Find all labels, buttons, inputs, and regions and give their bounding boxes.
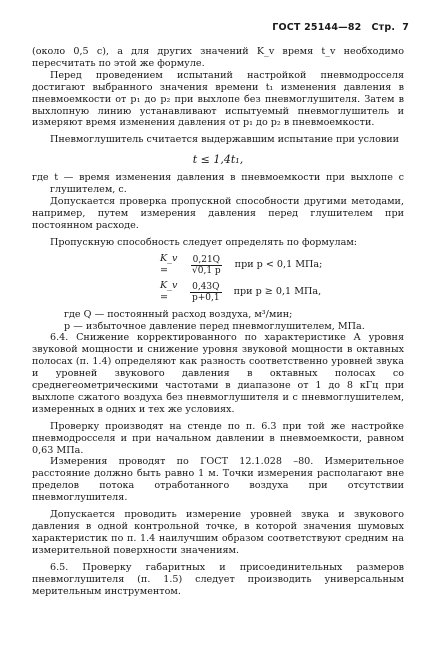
- legend-q: где Q — постоянный расход воздуха, м³/мин;: [64, 308, 293, 320]
- formula-fraction: [190, 255, 223, 276]
- formula-lhs: K_v =: [160, 253, 178, 277]
- formula-row-high-pressure: [160, 279, 404, 306]
- formula-row-low-pressure: [160, 252, 404, 279]
- paragraph-6-5: 6.5. Проверку габаритных и присоединительных размеров пневмоглушителя (п. 1.5) следует производить универсальным мерительным инструментом.: [32, 561, 404, 597]
- document-body: [32, 46, 404, 597]
- page-number: 7: [402, 22, 409, 33]
- paragraph-continuation: (около 0,5 с), а для других значений K_v время t_v необходимо пересчитать по этой же формуле.: [32, 46, 404, 69]
- paragraph-single-point: Допускается проводить измерение уровней звука и звукового давления в одной контрольной точке, в которой значения шумовых характеристик по п. 1.4 наилучшим образом соответствуют средним на измерительной поверхности значениям.: [32, 509, 404, 556]
- formula-numerator: 0,43Q: [192, 281, 220, 292]
- formula-denominator: √0,1 p: [192, 265, 221, 276]
- paragraph-6-4: 6.4. Снижение корректированного по характеристике А уровня звуковой мощности и снижение уровня звуковой мощности в октавных полосах (п. 1.4) определяют как разность соответственно уровней звука и уровней звукового давления в октавных полосах со среднегеометрическими частотами в диапазоне от 1 до 8 кГц при выхлопе сжатого воздуха без пневмоглушителя и с пневмоглушителем, измеренных в одних и тех же условиях.: [32, 332, 404, 415]
- formula-numerator: 0,21Q: [192, 254, 221, 265]
- paragraph-preparation: Перед проведением испытаний настройкой пневмодросселя достигают выбранного значения времени t₁ изменения давления в пневмоемкости от p₁ до p₂ при выхлопе без пневмоглушителя. Затем в выхлопную линию устанавливают испытуемый пневмоглушитель и измеряют время изменения давления от p₁ до p₂ в пневмоемкости.: [32, 69, 404, 129]
- page-header: [272, 22, 409, 33]
- page-label: Стр.: [371, 22, 396, 33]
- formula-condition: при p ≥ 0,1 МПа,: [233, 286, 322, 298]
- paragraph-pass-criterion: Пневмоглушитель считается выдержавшим испытание при условии: [50, 134, 400, 146]
- formula-fraction: [190, 282, 222, 303]
- standard-number: ГОСТ 25144—82: [272, 22, 362, 33]
- formula-condition: при p < 0,1 МПа;: [234, 259, 323, 271]
- capacity-formulas: [32, 252, 404, 306]
- formula-denominator: p+0,1: [192, 292, 220, 303]
- paragraph-alternative-method: Допускается проверка пропускной способности другими методами, например, путем измерения давления перед глушителем при постоянном расходе.: [32, 195, 404, 231]
- formula-time-criterion: t ≤ 1,4t₁,: [192, 153, 244, 167]
- legend-p: p — избыточное давление перед пневмоглушителем, МПа.: [64, 320, 365, 332]
- formula-lhs: K_v =: [160, 280, 178, 304]
- paragraph-capacity-formulas: Пропускную способность следует определять по формулам:: [50, 236, 358, 248]
- paragraph-measurements: Измерения проводят по ГОСТ 12.1.028 –80. Измерительное расстояние должно быть равно 1 м. Точки измерения располагают вне пределов потока отработанного воздуха при отсутствии пневмоглушителя.: [32, 456, 404, 504]
- paragraph-test-stand: Проверку производят на стенде по п. 6.3 при той же настройке пневмодросселя и при начальном давлении в пневмоемкости, равном 0,63 МПа.: [32, 420, 404, 456]
- paragraph-where-t: где t — время изменения давления в пневмоемкости при выхлопе с глушителем, с.: [32, 172, 404, 196]
